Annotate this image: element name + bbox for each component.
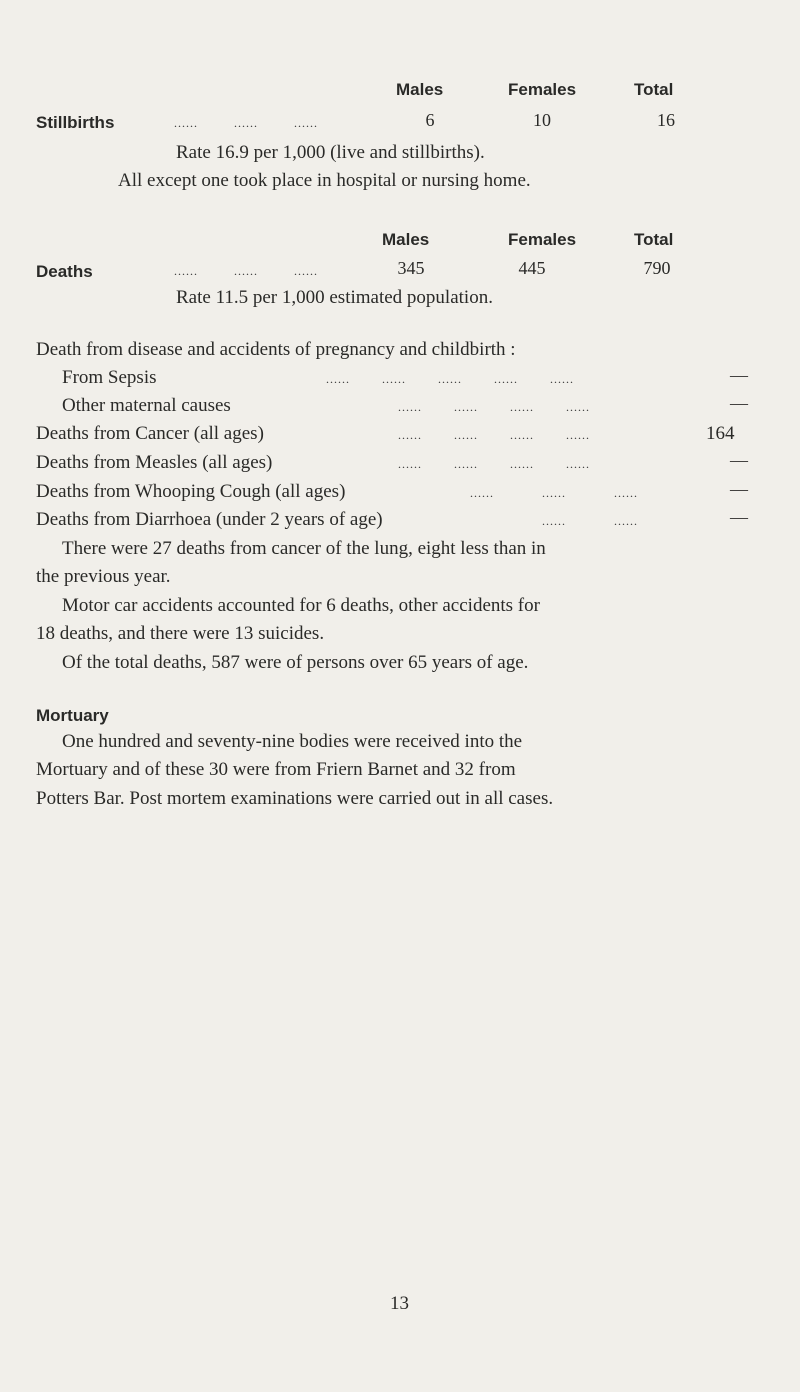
deaths-header-males: Males — [382, 230, 430, 249]
leader-dots: ...... ...... ...... — [174, 264, 318, 278]
deaths-females-value: 445 — [518, 258, 546, 278]
cause-label-whooping-cough: Deaths from Whooping Cough (all ages) — [36, 481, 346, 502]
mortuary-line1: One hundred and seventy-nine bodies were received into the — [62, 731, 523, 752]
cause-value-diarrhoea: — — [730, 507, 748, 527]
cause-label-sepsis: From Sepsis — [62, 367, 157, 388]
mortuary-line2: Mortuary and of these 30 were from Friern Barnet and 32 from — [36, 759, 516, 780]
cause-label-measles: Deaths from Measles (all ages) — [36, 452, 273, 473]
leader-dots: ...... ...... ...... ...... — [398, 400, 590, 414]
deaths-header-females: Females — [508, 230, 577, 249]
cause-label-diarrhoea: Deaths from Diarrhoea (under 2 years of age) — [36, 509, 383, 530]
leader-dots: ...... ...... — [542, 514, 638, 528]
cancer-paragraph-line2: the previous year. — [36, 566, 171, 587]
leader-dots: ...... ...... ...... ...... — [398, 457, 590, 471]
deaths-rate: Rate 11.5 per 1,000 estimated population. — [176, 287, 493, 308]
stillbirths-males-value: 6 — [425, 110, 435, 130]
leader-dots: ...... ...... ...... ...... ...... — [326, 372, 574, 386]
cause-value-cancer: 164 — [706, 423, 735, 444]
cancer-paragraph-line1: There were 27 deaths from cancer of the lung, eight less than in — [62, 538, 546, 559]
page-number: 13 — [390, 1293, 409, 1314]
stillbirths-females-value: 10 — [533, 110, 551, 130]
motor-paragraph-line2: 18 deaths, and there were 13 suicides. — [36, 623, 325, 644]
deaths-header-total: Total — [634, 230, 674, 249]
leader-dots: ...... ...... ...... — [174, 116, 318, 130]
cause-value-whooping-cough: — — [730, 479, 748, 499]
over65-paragraph: Of the total deaths, 587 were of persons over 65 years of age. — [62, 652, 529, 673]
deaths-total-value: 790 — [643, 258, 671, 278]
deaths-label: Deaths — [36, 262, 93, 281]
cause-label-other-maternal: Other maternal causes — [62, 395, 231, 416]
cause-value-measles: — — [730, 450, 748, 470]
stillbirths-header-males: Males — [396, 80, 444, 99]
motor-paragraph-line1: Motor car accidents accounted for 6 deaths, other accidents for — [62, 595, 540, 616]
stillbirths-note: All except one took place in hospital or nursing home. — [118, 170, 531, 191]
mortuary-heading: Mortuary — [36, 706, 109, 725]
stillbirths-header-females: Females — [508, 80, 577, 99]
cause-value-sepsis: — — [730, 365, 748, 385]
stillbirths-total-value: 16 — [657, 110, 675, 130]
stillbirths-label: Stillbirths — [36, 113, 115, 132]
cause-label-cancer: Deaths from Cancer (all ages) — [36, 423, 264, 444]
causes-intro: Death from disease and accidents of pregnancy and childbirth : — [36, 339, 516, 360]
deaths-males-value: 345 — [397, 258, 425, 278]
mortuary-line3: Potters Bar. Post mortem examinations were carried out in all cases. — [36, 788, 554, 809]
stillbirths-rate: Rate 16.9 per 1,000 (live and stillbirths). — [176, 142, 485, 163]
leader-dots: ...... ...... ...... — [470, 486, 638, 500]
stillbirths-header-total: Total — [634, 80, 674, 99]
cause-value-other-maternal: — — [730, 393, 748, 413]
leader-dots: ...... ...... ...... ...... — [398, 428, 590, 442]
